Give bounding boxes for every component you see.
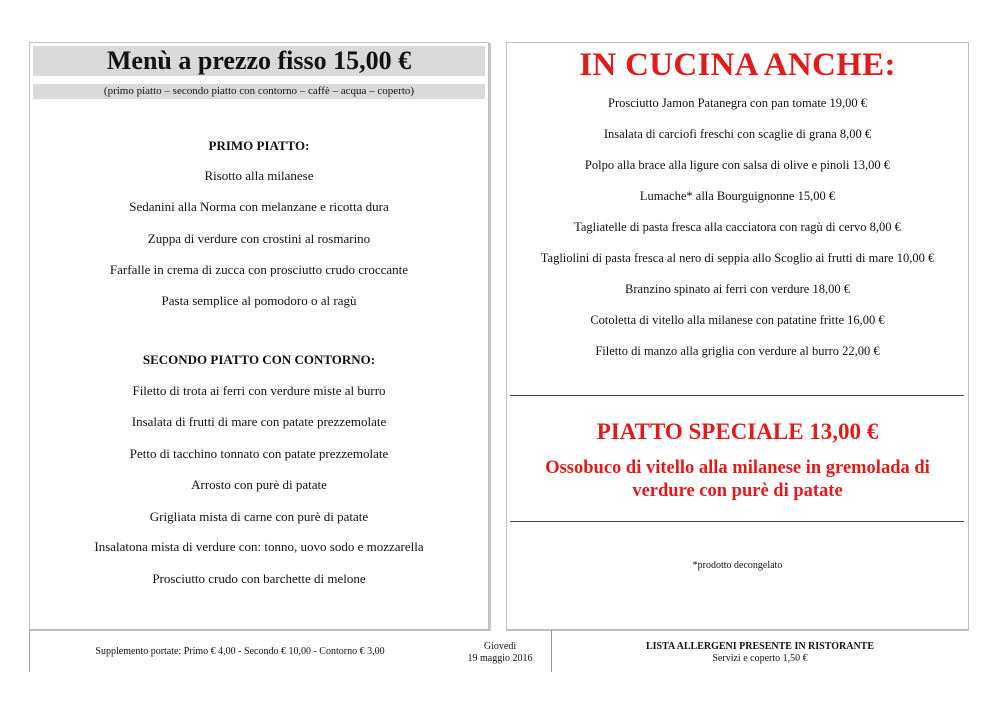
special-dish-title: PIATTO SPECIALE 13,00 €: [596, 419, 879, 444]
kitchen-item: Prosciutto Jamon Patanegra con pan tomate 19,00 €: [608, 96, 867, 110]
primo-item: Pasta semplice al pomodoro o al ragù: [161, 293, 357, 308]
day-label: Giovedì: [483, 641, 517, 652]
kitchen-menu-panel: [506, 42, 969, 630]
divider: [510, 395, 964, 396]
fixed-price-menu-subtitle: (primo piatto – secondo piatto con contorno – caffè – acqua – coperto): [33, 84, 485, 99]
secondo-item: Filetto di trota ai ferri con verdure miste al burro: [132, 383, 386, 398]
fixed-price-menu-panel: [29, 42, 489, 630]
date-label: 19 maggio 2016: [467, 653, 533, 664]
primo-item: Zuppa di verdure con crostini al rosmarino: [147, 231, 371, 246]
supplement-text: Supplemento portate: Primo € 4,00 - Secondo € 10,00 - Contorno € 3,00: [95, 646, 385, 657]
kitchen-item: Tagliatelle di pasta fresca alla cacciatora con ragù di cervo 8,00 €: [574, 220, 901, 234]
kitchen-item: Tagliolini di pasta fresca al nero di seppia allo Scoglio ai frutti di mare 10,00 €: [540, 251, 935, 265]
footer-left-border: [29, 630, 30, 672]
kitchen-item: Insalata di carciofi freschi con scaglie di grana 8,00 €: [603, 127, 872, 141]
primo-heading: PRIMO PIATTO:: [208, 138, 310, 153]
frozen-product-note: *prodotto decongelato: [692, 560, 783, 571]
special-dish-description: Ossobuco di vitello alla milanese in gremolada di verdure con purè di patate: [545, 458, 930, 501]
secondo-item: Arrosto con purè di patate: [191, 477, 327, 492]
footer-border: [506, 630, 969, 631]
primo-item: Farfalle in crema di zucca con prosciutto crudo croccante: [109, 262, 409, 277]
primo-item: Risotto alla milanese: [204, 168, 314, 183]
kitchen-item: Branzino spinato ai ferri con verdure 18,00 €: [625, 282, 850, 296]
secondo-heading: SECONDO PIATTO CON CONTORNO:: [142, 352, 376, 367]
allergens-notice: LISTA ALLERGENI PRESENTE IN RISTORANTE: [645, 641, 875, 652]
secondo-item: Petto di tacchino tonnato con patate prezzemolate: [129, 446, 389, 461]
divider: [510, 521, 964, 522]
secondo-item: Insalatona mista di verdure con: tonno, uovo sodo e mozzarella: [94, 539, 424, 554]
kitchen-item: Filetto di manzo alla griglia con verdure al burro 22,00 €: [595, 344, 880, 358]
kitchen-item: Cotoletta di vitello alla milanese con patatine fritte 16,00 €: [590, 313, 885, 327]
kitchen-item: Polpo alla brace alla ligure con salsa di olive e pinoli 13,00 €: [584, 158, 891, 172]
secondo-item: Prosciutto crudo con barchette di melone: [152, 571, 366, 586]
primo-item: Sedanini alla Norma con melanzane e ricotta dura: [129, 199, 389, 214]
secondo-item: Insalata di frutti di mare con patate prezzemolate: [131, 414, 387, 429]
footer-border: [29, 630, 489, 631]
fixed-price-menu-title: Menù a prezzo fisso 15,00 €: [33, 46, 485, 76]
service-charge: Servizi e coperto 1,50 €: [712, 653, 808, 664]
kitchen-menu-title: IN CUCINA ANCHE:: [579, 47, 896, 83]
kitchen-item: Lumache* alla Bourguignonne 15,00 €: [639, 189, 836, 203]
secondo-item: Grigliata mista di carne con purè di patate: [149, 509, 369, 524]
